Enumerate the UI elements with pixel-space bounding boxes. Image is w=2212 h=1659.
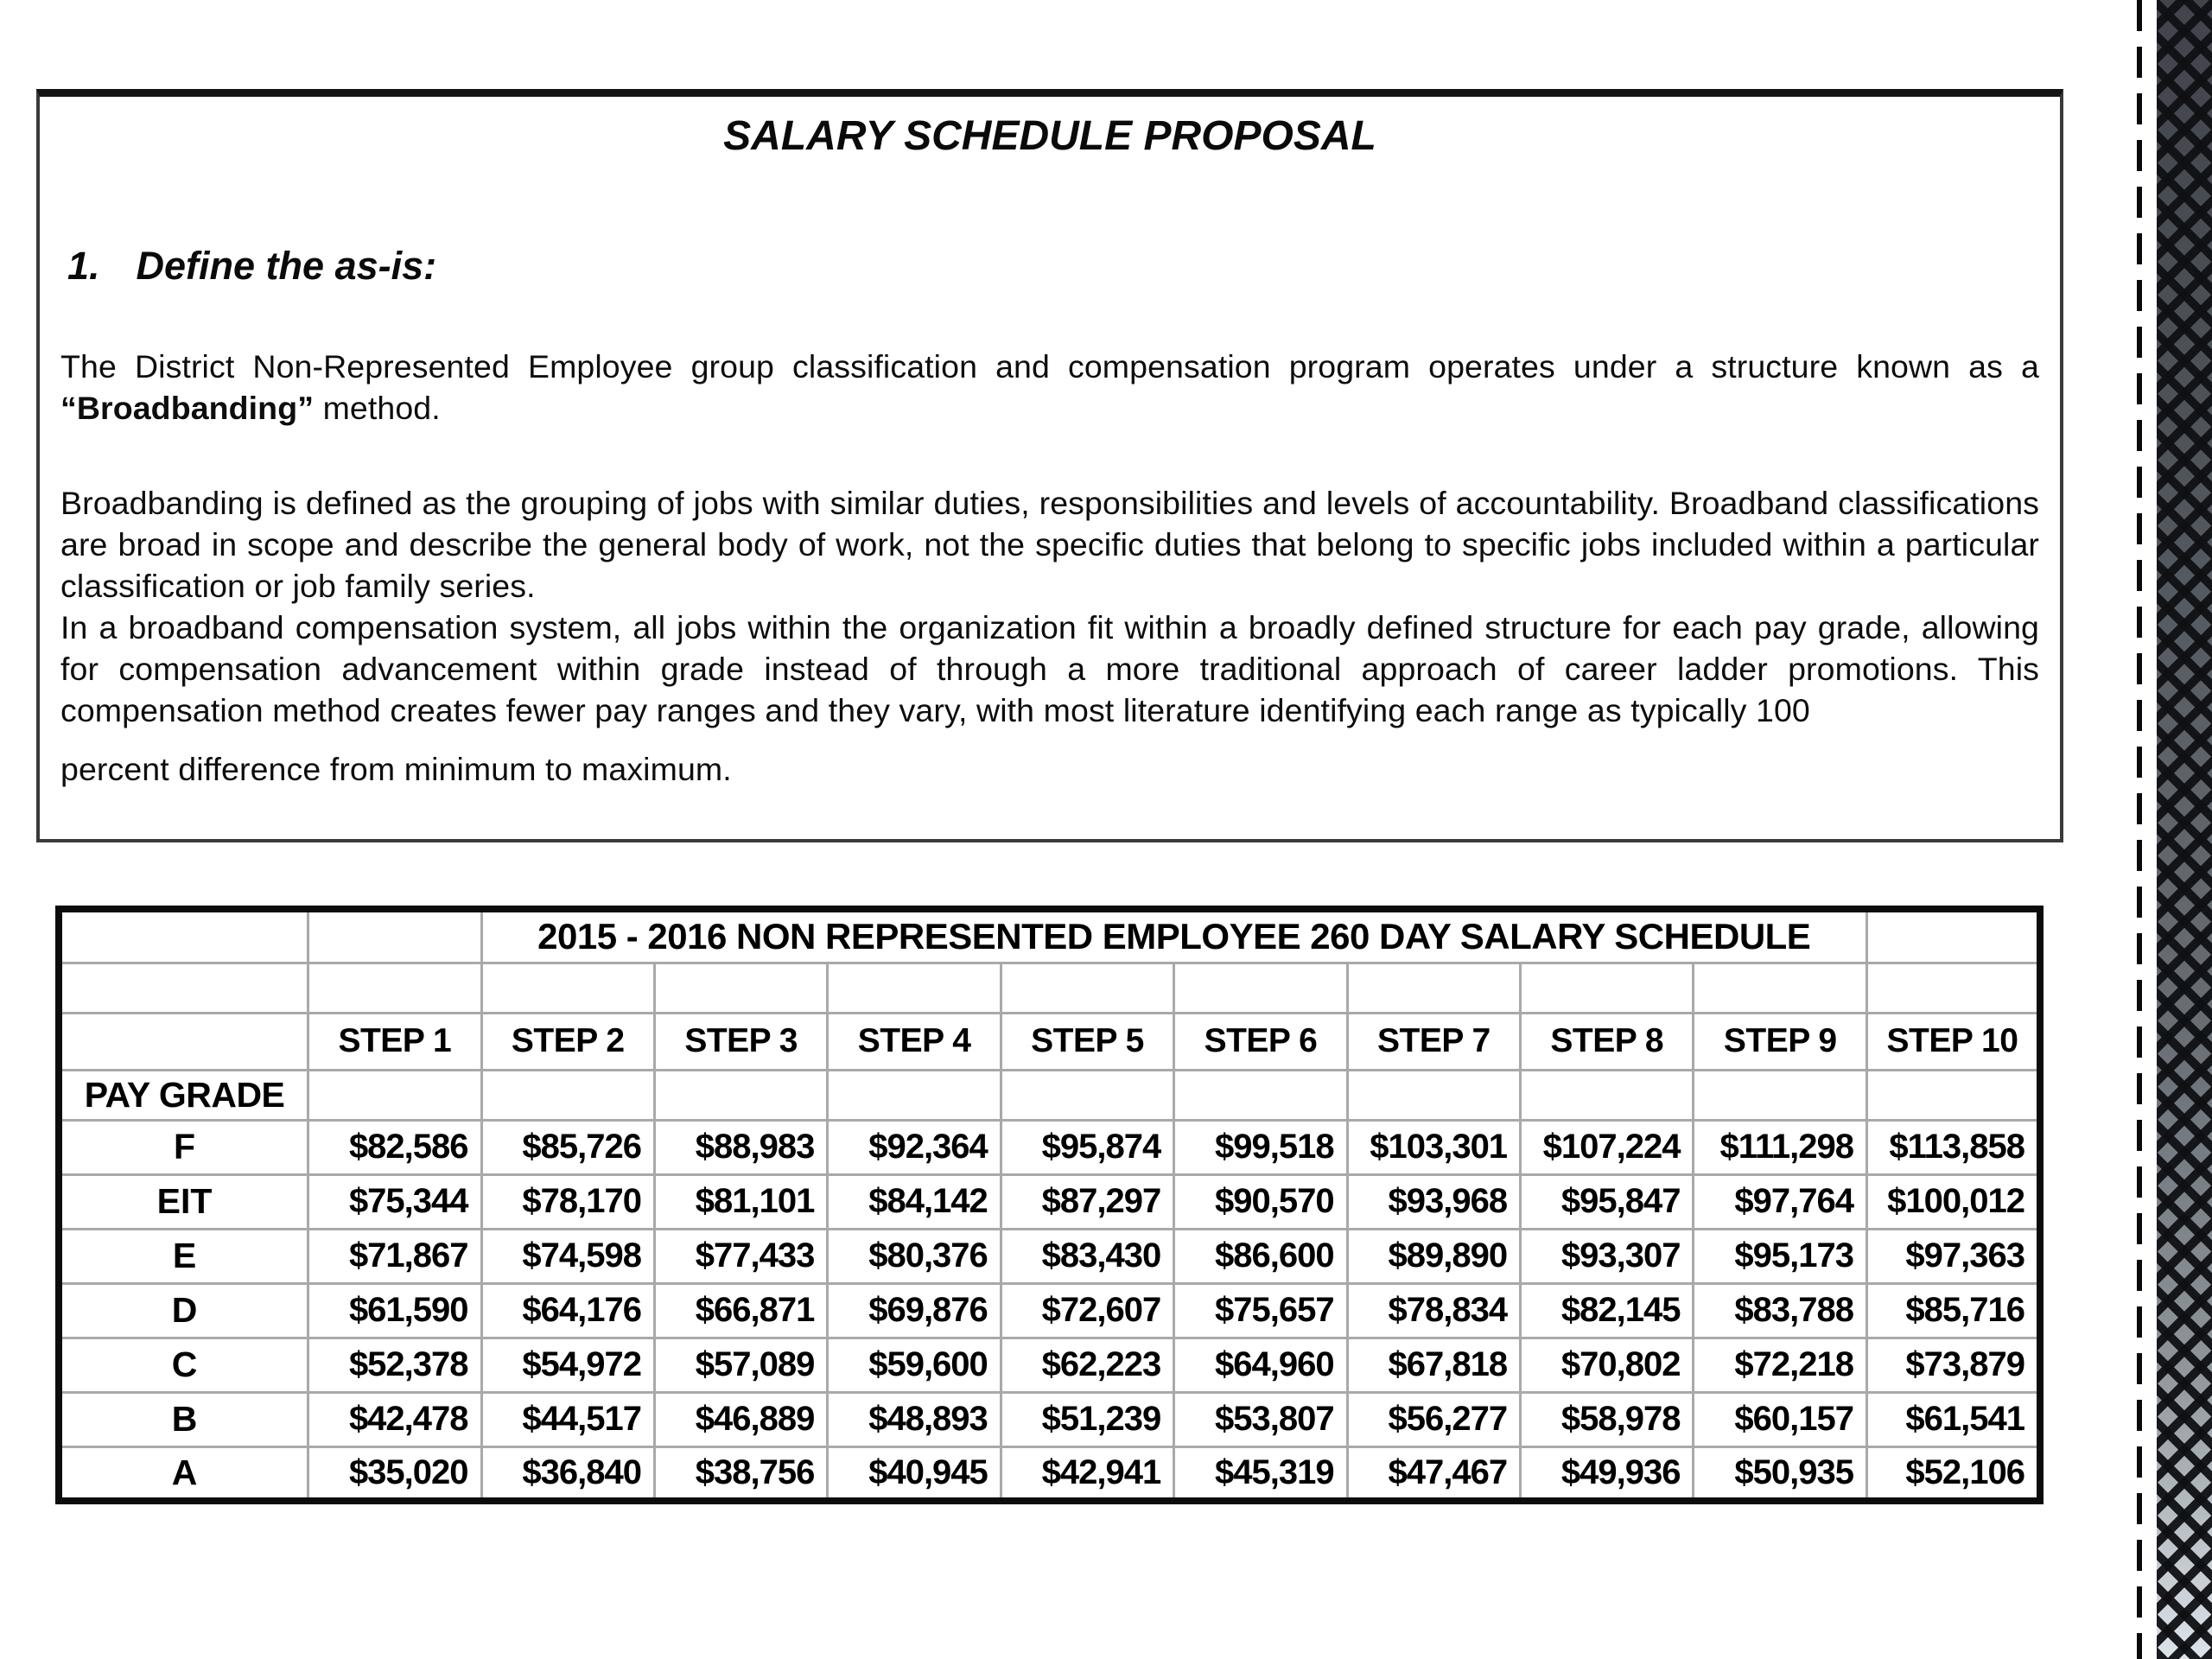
empty-cell	[1866, 963, 2040, 1013]
salary-cell-step-9: $95,173	[1694, 1229, 1866, 1283]
step-header-7: STEP 7	[1347, 1013, 1520, 1070]
salary-cell-step-7: $67,818	[1347, 1338, 1520, 1392]
salary-cell-step-9: $50,935	[1694, 1446, 1866, 1501]
paragraph-1	[60, 346, 2039, 429]
salary-cell-step-8: $58,978	[1521, 1392, 1694, 1446]
empty-cell	[1694, 1070, 1866, 1120]
empty-cell	[1521, 1070, 1694, 1120]
salary-cell-step-9: $72,218	[1694, 1338, 1866, 1392]
salary-schedule-table	[55, 906, 2044, 1504]
salary-cell-step-1: $75,344	[308, 1174, 481, 1229]
salary-cell-step-5: $42,941	[1001, 1446, 1173, 1501]
salary-cell-step-8: $107,224	[1521, 1120, 1694, 1174]
salary-cell-step-2: $78,170	[481, 1174, 654, 1229]
salary-cell-step-5: $87,297	[1001, 1174, 1173, 1229]
salary-cell-step-8: $95,847	[1521, 1174, 1694, 1229]
empty-cell	[59, 1013, 308, 1070]
empty-cell	[1866, 909, 2040, 963]
section-number: 1.	[67, 244, 100, 288]
empty-cell	[308, 1070, 481, 1120]
salary-cell-step-9: $97,764	[1694, 1174, 1866, 1229]
salary-cell-step-2: $54,972	[481, 1338, 654, 1392]
slide-edge-dashed-line	[2137, 0, 2142, 1659]
empty-cell	[59, 963, 308, 1013]
step-header-5: STEP 5	[1001, 1013, 1173, 1070]
salary-cell-step-1: $35,020	[308, 1446, 481, 1501]
spacer-row	[59, 963, 2040, 1013]
salary-cell-step-6: $53,807	[1174, 1392, 1347, 1446]
salary-cell-step-4: $92,364	[828, 1120, 1001, 1174]
empty-cell	[308, 963, 481, 1013]
salary-cell-step-7: $103,301	[1347, 1120, 1520, 1174]
empty-cell	[1521, 963, 1694, 1013]
salary-cell-step-3: $77,433	[654, 1229, 827, 1283]
salary-cell-step-6: $45,319	[1174, 1446, 1347, 1501]
salary-cell-step-3: $81,101	[654, 1174, 827, 1229]
grade-cell: EIT	[59, 1174, 308, 1229]
salary-cell-step-8: $49,936	[1521, 1446, 1694, 1501]
salary-cell-step-10: $61,541	[1866, 1392, 2040, 1446]
salary-cell-step-5: $51,239	[1001, 1392, 1173, 1446]
salary-cell-step-3: $46,889	[654, 1392, 827, 1446]
empty-cell	[308, 909, 481, 963]
salary-cell-step-9: $60,157	[1694, 1392, 1866, 1446]
background-texture-strip	[2157, 0, 2212, 1659]
empty-cell	[1694, 963, 1866, 1013]
grade-cell: C	[59, 1338, 308, 1392]
empty-cell	[1347, 963, 1520, 1013]
section-heading	[67, 244, 2039, 289]
salary-cell-step-7: $78,834	[1347, 1283, 1520, 1338]
salary-row-grade-B	[59, 1392, 2040, 1446]
salary-cell-step-3: $38,756	[654, 1446, 827, 1501]
salary-cell-step-10: $113,858	[1866, 1120, 2040, 1174]
salary-cell-step-4: $59,600	[828, 1338, 1001, 1392]
salary-cell-step-1: $71,867	[308, 1229, 481, 1283]
paragraph-1-text: The District Non-Represented Employee group classification and compensation program operates under a structure known as a	[60, 348, 2039, 385]
table-title: 2015 - 2016 NON REPRESENTED EMPLOYEE 260 DAY SALARY SCHEDULE	[481, 909, 1866, 963]
salary-cell-step-2: $74,598	[481, 1229, 654, 1283]
paragraph-1-tail: method.	[314, 390, 441, 426]
salary-cell-step-3: $57,089	[654, 1338, 827, 1392]
paragraph-3-last-line: percent difference from minimum to maximum.	[60, 751, 732, 787]
page-title: SALARY SCHEDULE PROPOSAL	[723, 113, 1376, 159]
step-header-6: STEP 6	[1174, 1013, 1347, 1070]
grade-cell: E	[59, 1229, 308, 1283]
step-header-9: STEP 9	[1694, 1013, 1866, 1070]
grade-cell: F	[59, 1120, 308, 1174]
salary-cell-step-8: $82,145	[1521, 1283, 1694, 1338]
salary-cell-step-4: $40,945	[828, 1446, 1001, 1501]
empty-cell	[828, 963, 1001, 1013]
empty-cell	[1174, 1070, 1347, 1120]
salary-cell-step-7: $93,968	[1347, 1174, 1520, 1229]
salary-cell-step-6: $64,960	[1174, 1338, 1347, 1392]
salary-cell-step-10: $85,716	[1866, 1283, 2040, 1338]
empty-cell	[1001, 1070, 1173, 1120]
pay-grade-label-row	[59, 1070, 2040, 1120]
step-header-3: STEP 3	[654, 1013, 827, 1070]
table-title-row	[59, 909, 2040, 963]
section-heading-text: Define the as-is:	[136, 244, 437, 288]
step-header-4: STEP 4	[828, 1013, 1001, 1070]
salary-cell-step-6: $99,518	[1174, 1120, 1347, 1174]
salary-cell-step-7: $47,467	[1347, 1446, 1520, 1501]
empty-cell	[654, 963, 827, 1013]
salary-cell-step-6: $90,570	[1174, 1174, 1347, 1229]
paragraph-2: Broadbanding is defined as the grouping of jobs with similar duties, responsibilities and levels of accountability. Broadband classifications are broad in scope and describe the general body of work, not the specific duties that belong to specific jobs included within a particular classification or job family series.	[60, 485, 2039, 604]
salary-cell-step-10: $73,879	[1866, 1338, 2040, 1392]
salary-cell-step-10: $100,012	[1866, 1174, 2040, 1229]
step-header-row	[59, 1013, 2040, 1070]
empty-cell	[59, 909, 308, 963]
salary-cell-step-9: $111,298	[1694, 1120, 1866, 1174]
salary-cell-step-3: $66,871	[654, 1283, 827, 1338]
salary-row-grade-A	[59, 1446, 2040, 1501]
salary-cell-step-1: $52,378	[308, 1338, 481, 1392]
empty-cell	[828, 1070, 1001, 1120]
salary-cell-step-2: $64,176	[481, 1283, 654, 1338]
paragraph-3: In a broadband compensation system, all jobs within the organization fit within a broadly defined structure for each pay grade, allowing for compensation advancement within grade instead of through a more traditional approach of career ladder promotions. This compensation method creates fewer pay ranges and they vary, with most literature identifying each range as typically 100	[60, 609, 2039, 728]
empty-cell	[1174, 963, 1347, 1013]
salary-cell-step-7: $89,890	[1347, 1229, 1520, 1283]
salary-cell-step-6: $75,657	[1174, 1283, 1347, 1338]
salary-cell-step-1: $82,586	[308, 1120, 481, 1174]
salary-cell-step-10: $97,363	[1866, 1229, 2040, 1283]
empty-cell	[1347, 1070, 1520, 1120]
salary-cell-step-2: $36,840	[481, 1446, 654, 1501]
empty-cell	[481, 963, 654, 1013]
broadbanding-bold-term: “Broadbanding”	[60, 390, 315, 426]
salary-cell-step-9: $83,788	[1694, 1283, 1866, 1338]
salary-cell-step-5: $95,874	[1001, 1120, 1173, 1174]
salary-row-grade-D	[59, 1283, 2040, 1338]
salary-cell-step-4: $84,142	[828, 1174, 1001, 1229]
definition-text-box	[36, 89, 2063, 842]
grade-cell: D	[59, 1283, 308, 1338]
empty-cell	[654, 1070, 827, 1120]
grade-cell: A	[59, 1446, 308, 1501]
empty-cell	[1866, 1070, 2040, 1120]
salary-cell-step-4: $69,876	[828, 1283, 1001, 1338]
step-header-2: STEP 2	[481, 1013, 654, 1070]
salary-cell-step-4: $48,893	[828, 1392, 1001, 1446]
salary-cell-step-1: $42,478	[308, 1392, 481, 1446]
salary-cell-step-8: $70,802	[1521, 1338, 1694, 1392]
salary-cell-step-5: $62,223	[1001, 1338, 1173, 1392]
empty-cell	[1001, 963, 1173, 1013]
salary-cell-step-6: $86,600	[1174, 1229, 1347, 1283]
salary-row-grade-F	[59, 1120, 2040, 1174]
step-header-10: STEP 10	[1866, 1013, 2040, 1070]
step-header-8: STEP 8	[1521, 1013, 1694, 1070]
salary-cell-step-10: $52,106	[1866, 1446, 2040, 1501]
pay-grade-label: PAY GRADE	[59, 1070, 308, 1120]
empty-cell	[481, 1070, 654, 1120]
salary-cell-step-4: $80,376	[828, 1229, 1001, 1283]
salary-cell-step-5: $72,607	[1001, 1283, 1173, 1338]
grade-cell: B	[59, 1392, 308, 1446]
salary-cell-step-3: $88,983	[654, 1120, 827, 1174]
salary-cell-step-2: $44,517	[481, 1392, 654, 1446]
salary-row-grade-E	[59, 1229, 2040, 1283]
step-header-1: STEP 1	[308, 1013, 481, 1070]
salary-cell-step-5: $83,430	[1001, 1229, 1173, 1283]
salary-row-grade-C	[59, 1338, 2040, 1392]
salary-cell-step-8: $93,307	[1521, 1229, 1694, 1283]
salary-cell-step-1: $61,590	[308, 1283, 481, 1338]
salary-cell-step-7: $56,277	[1347, 1392, 1520, 1446]
salary-row-grade-EIT	[59, 1174, 2040, 1229]
salary-cell-step-2: $85,726	[481, 1120, 654, 1174]
